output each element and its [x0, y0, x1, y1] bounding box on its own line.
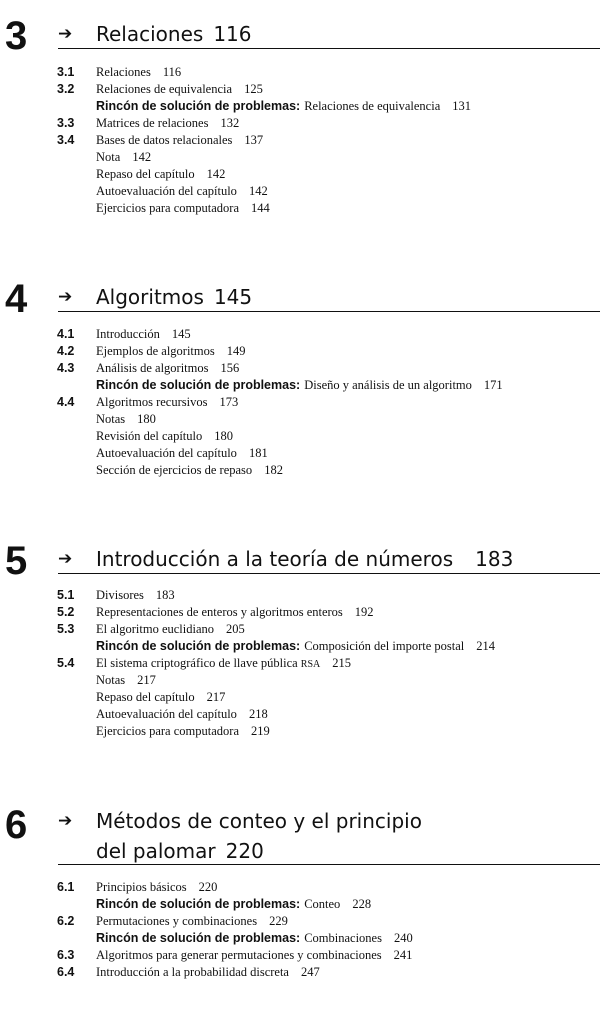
- section-page: 241: [393, 948, 413, 962]
- toc-entry-4-4[interactable]: [0, 394, 600, 411]
- chapter-title[interactable]: [96, 806, 422, 866]
- toc-entry-ejercicios[interactable]: [0, 723, 600, 740]
- toc-entry-repaso[interactable]: [0, 689, 600, 706]
- chapter-title-line-1: Métodos de conteo y el principio: [96, 809, 422, 833]
- section-page: 116: [162, 65, 182, 79]
- section-page: 137: [244, 133, 264, 147]
- toc-entry-rincon[interactable]: [0, 896, 600, 913]
- chapter-title-line-2: del palomar: [96, 839, 216, 863]
- section-page: 149: [226, 344, 246, 358]
- section-number: 5.1: [57, 588, 75, 602]
- toc-entry-4-2[interactable]: [0, 343, 600, 360]
- section-title: Algoritmos recursivos: [96, 395, 208, 409]
- section-title: Sección de ejercicios de repaso: [96, 463, 253, 477]
- toc-entry-rincon[interactable]: [0, 930, 600, 947]
- section-number: 6.4: [57, 965, 75, 979]
- toc-entry-notas[interactable]: [0, 672, 600, 689]
- toc-entry-5-1[interactable]: [0, 587, 600, 604]
- section-page: 214: [476, 639, 496, 653]
- section-number: 5.2: [57, 605, 75, 619]
- section-list: [0, 587, 600, 740]
- section-list: [0, 879, 600, 981]
- section-number: 4.4: [57, 395, 75, 409]
- rincon-label: Rincón de solución de problemas:: [96, 639, 301, 653]
- section-title: Análisis de algoritmos: [96, 361, 209, 375]
- chapter-title[interactable]: [96, 19, 252, 49]
- chapter-rule: [58, 311, 600, 312]
- section-title: Autoevaluación del capítulo: [96, 707, 237, 721]
- arrow-icon: ➔: [58, 549, 73, 569]
- rincon-label: Rincón de solución de problemas:: [96, 99, 301, 113]
- section-number: 6.1: [57, 880, 75, 894]
- section-title: Matrices de relaciones: [96, 116, 209, 130]
- section-title: Composición del importe postal: [304, 639, 465, 653]
- section-number: 5.3: [57, 622, 75, 636]
- section-page: 145: [171, 327, 191, 341]
- section-page: 144: [251, 201, 270, 215]
- section-number: 4.3: [57, 361, 75, 375]
- toc-entry-5-2[interactable]: [0, 604, 600, 621]
- section-page: 205: [226, 622, 245, 636]
- section-title: Relaciones: [96, 65, 151, 79]
- section-title: Relaciones de equivalencia: [304, 99, 441, 113]
- arrow-icon: ➔: [58, 811, 73, 831]
- section-page: 215: [332, 656, 351, 670]
- section-title: El sistema criptográfico de llave pública: [96, 656, 298, 670]
- section-page: 125: [244, 82, 263, 96]
- section-page: 229: [269, 914, 288, 928]
- section-page: 171: [483, 378, 503, 392]
- toc-entry-3-1[interactable]: [0, 64, 600, 81]
- section-title: Ejercicios para computadora: [96, 201, 239, 215]
- section-title: Bases de datos relacionales: [96, 133, 233, 147]
- section-number: 4.2: [57, 344, 75, 358]
- toc-entry-seccion-repaso[interactable]: [0, 462, 600, 479]
- toc-entry-3-3[interactable]: [0, 115, 600, 132]
- section-title: Principios básicos: [96, 880, 187, 894]
- rincon-label: Rincón de solución de problemas:: [96, 897, 301, 911]
- section-list: [0, 64, 600, 217]
- chapter-title[interactable]: [96, 282, 252, 312]
- section-title: Diseño y análisis de un algoritmo: [304, 378, 472, 392]
- section-title: Revisión del capítulo: [96, 429, 203, 443]
- toc-entry-rincon[interactable]: [0, 638, 600, 655]
- chapter-title-text: Introducción a la teoría de números: [96, 547, 454, 571]
- section-list: [0, 326, 600, 479]
- toc-entry-6-3[interactable]: [0, 947, 600, 964]
- chapter-title-text: Relaciones: [96, 22, 204, 46]
- section-number: 6.3: [57, 948, 75, 962]
- section-title: Notas: [96, 673, 126, 687]
- section-title: Repaso del capítulo: [96, 690, 195, 704]
- toc-entry-6-2[interactable]: [0, 913, 600, 930]
- section-number: 3.4: [57, 133, 75, 147]
- section-page: 142: [206, 167, 226, 181]
- section-page: 220: [198, 880, 218, 894]
- section-number: 4.1: [57, 327, 75, 341]
- toc-entry-4-3[interactable]: [0, 360, 600, 377]
- chapter-page: 220: [225, 839, 264, 863]
- toc-entry-5-3[interactable]: [0, 621, 600, 638]
- section-page: 228: [352, 897, 372, 911]
- toc-entry-3-2[interactable]: [0, 81, 600, 98]
- section-page: 183: [155, 588, 175, 602]
- rincon-label: Rincón de solución de problemas:: [96, 931, 301, 945]
- section-title: Permutaciones y combinaciones: [96, 914, 258, 928]
- toc-entry-notas[interactable]: [0, 411, 600, 428]
- section-title: Ejemplos de algoritmos: [96, 344, 215, 358]
- toc-entry-6-4[interactable]: [0, 964, 600, 981]
- chapter-page: 116: [213, 22, 252, 46]
- chapter-number: 5: [5, 539, 28, 583]
- section-number: 3.3: [57, 116, 75, 130]
- toc-entry-3-4[interactable]: [0, 132, 600, 149]
- section-page: 180: [214, 429, 233, 443]
- toc-entry-4-1[interactable]: [0, 326, 600, 343]
- toc-entry-autoevaluacion[interactable]: [0, 445, 600, 462]
- section-page: 219: [251, 724, 270, 738]
- chapter-rule: [58, 573, 600, 574]
- toc-entry-revision[interactable]: [0, 428, 600, 445]
- toc-entry-rincon[interactable]: [0, 98, 600, 115]
- section-title: Autoevaluación del capítulo: [96, 446, 237, 460]
- arrow-icon: ➔: [58, 287, 73, 307]
- section-page: 217: [206, 690, 226, 704]
- chapter-rule: [58, 48, 600, 49]
- section-title-suffix: RSA: [300, 659, 321, 670]
- section-title: Ejercicios para computadora: [96, 724, 239, 738]
- section-page: 182: [264, 463, 283, 477]
- section-page: 218: [248, 707, 268, 721]
- toc-entry-autoevaluacion[interactable]: [0, 706, 600, 723]
- chapter-title-text: Algoritmos: [96, 285, 204, 309]
- section-title: Nota: [96, 150, 121, 164]
- section-number: 3.2: [57, 82, 75, 96]
- rincon-label: Rincón de solución de problemas:: [96, 378, 301, 392]
- toc-entry-5-4[interactable]: [0, 655, 600, 672]
- section-title: Divisores: [96, 588, 144, 602]
- section-title: Introducción: [96, 327, 160, 341]
- section-page: 181: [248, 446, 268, 460]
- section-number: 3.1: [57, 65, 75, 79]
- section-page: 156: [220, 361, 240, 375]
- section-title: Combinaciones: [304, 931, 382, 945]
- section-title: Representaciones de enteros y algoritmos enteros: [96, 605, 343, 619]
- section-page: 247: [300, 965, 320, 979]
- chapter-number: 6: [5, 803, 28, 847]
- section-number: 5.4: [57, 656, 75, 670]
- toc-entry-6-1[interactable]: [0, 879, 600, 896]
- section-page: 192: [354, 605, 374, 619]
- chapter-number: 4: [5, 277, 28, 321]
- toc-entry-rincon[interactable]: [0, 377, 600, 394]
- section-page: 180: [137, 412, 156, 426]
- section-page: 132: [220, 116, 240, 130]
- section-title: Introducción a la probabilidad discreta: [96, 965, 289, 979]
- section-page: 173: [219, 395, 239, 409]
- section-page: 142: [132, 150, 152, 164]
- toc-entry-repaso[interactable]: [0, 166, 600, 183]
- section-title: Relaciones de equivalencia: [96, 82, 233, 96]
- arrow-icon: ➔: [58, 24, 73, 44]
- section-page: 131: [452, 99, 472, 113]
- section-title: El algoritmo euclidiano: [96, 622, 215, 636]
- chapter-title[interactable]: [96, 544, 513, 574]
- chapter-number: 3: [5, 14, 28, 58]
- section-title: Conteo: [304, 897, 341, 911]
- section-title: Repaso del capítulo: [96, 167, 195, 181]
- section-number: 6.2: [57, 914, 75, 928]
- chapter-page: 145: [213, 285, 253, 309]
- section-title: Notas: [96, 412, 126, 426]
- toc-entry-ejercicios[interactable]: [0, 200, 600, 217]
- toc-entry-nota[interactable]: [0, 149, 600, 166]
- section-page: 240: [393, 931, 413, 945]
- section-page: 142: [248, 184, 268, 198]
- chapter-page: 183: [475, 547, 514, 571]
- chapter-rule: [58, 864, 600, 865]
- section-title: Autoevaluación del capítulo: [96, 184, 237, 198]
- section-title: Algoritmos para generar permutaciones y combinaciones: [96, 948, 382, 962]
- toc-entry-autoevaluacion[interactable]: [0, 183, 600, 200]
- section-page: 217: [137, 673, 156, 687]
